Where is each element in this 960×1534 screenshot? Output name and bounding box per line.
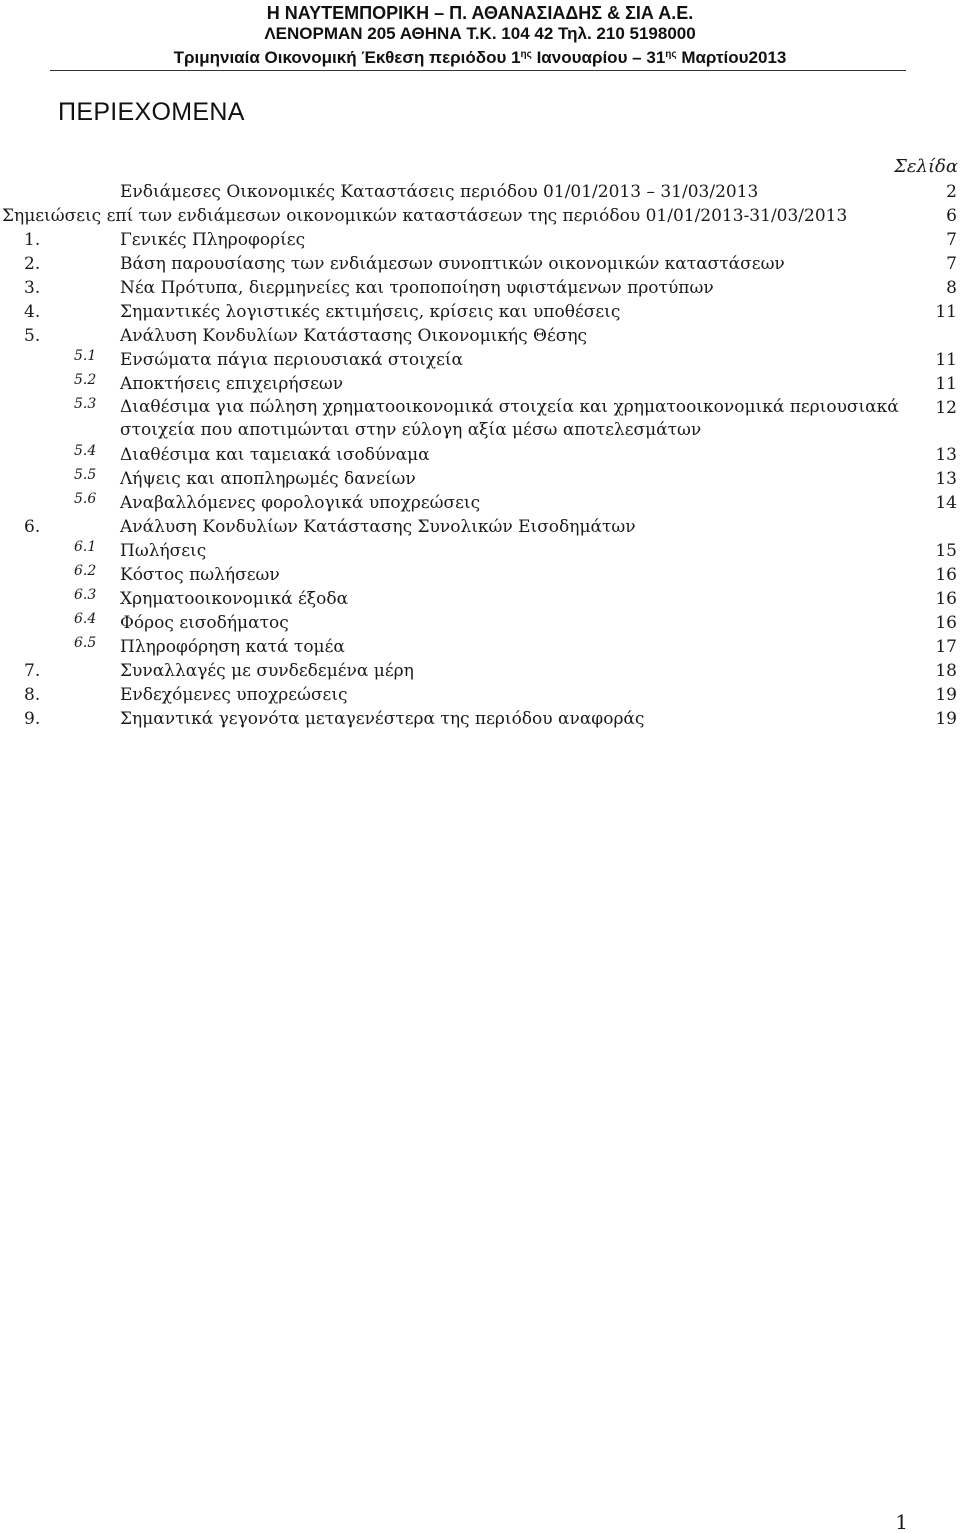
toc-entry-title: Ανάλυση Κονδυλίων Κατάστασης Οικονομικής Θέσης <box>120 326 588 346</box>
toc-entry-page: 13 <box>935 469 957 489</box>
company-address: ΛΕΝΟΡΜΑΝ 205 ΑΘΗΝΑ Τ.Κ. 104 42 Τηλ. 210 5198000 <box>264 24 696 43</box>
toc-entry-page: 7 <box>946 254 957 274</box>
toc-entry-page: 8 <box>946 278 957 298</box>
toc-entry-title: Κόστος πωλήσεων <box>120 565 280 585</box>
toc-entry[interactable] <box>0 707 960 731</box>
toc-entry-page: 19 <box>935 685 957 705</box>
toc-entry-number: 6. <box>24 517 41 537</box>
toc-entry-title: Πωλήσεις <box>120 541 207 561</box>
toc-entry-number: 4. <box>24 302 41 322</box>
toc-entry-page: 19 <box>935 709 957 729</box>
table-of-contents <box>0 180 960 731</box>
company-name: Η ΝΑΥΤΕΜΠΟΡΙΚΗ – Π. ΑΘΑΝΑΣΙΑΔΗΣ & ΣΙΑ Α.Ε. <box>266 3 694 23</box>
toc-entry-number: 1. <box>24 230 41 250</box>
toc-entry[interactable] <box>0 659 960 683</box>
toc-entry-page: 11 <box>935 302 957 322</box>
toc-entry-title: Γενικές Πληροφορίες <box>120 230 306 250</box>
toc-entry-title: Χρηματοοικονομικά έξοδα <box>120 589 349 609</box>
toc-entry-title: Σημειώσεις επί των ενδιάμεσων οικονομικών καταστάσεων της περιόδου 01/01/2013-31/03/2013 <box>2 206 848 226</box>
toc-entry-page: 6 <box>946 206 957 226</box>
toc-entry-page: 16 <box>935 613 957 633</box>
toc-entry[interactable] <box>0 515 960 539</box>
toc-entry[interactable] <box>0 180 960 204</box>
page-number: 1 <box>895 1510 908 1534</box>
toc-entry[interactable] <box>0 491 960 515</box>
toc-entry[interactable] <box>0 372 960 396</box>
report-period: Τριμηνιαία Οικονομική Έκθεση περιόδου $1^{\eta\varsigma}$ Ιανουαρίου – $31^{\eta\varsigma}$ Μαρτίου2013 <box>173 48 787 67</box>
toc-entry-page: 16 <box>935 565 957 585</box>
toc-entry-page: 14 <box>935 493 957 513</box>
toc-entry[interactable] <box>0 396 960 443</box>
toc-entry-subnumber: 5.3 <box>74 396 97 412</box>
toc-entry[interactable] <box>0 443 960 467</box>
toc-entry-title: Συναλλαγές με συνδεδεμένα μέρη <box>120 661 414 681</box>
toc-entry-page: 12 <box>935 398 957 418</box>
toc-entry-page: 2 <box>946 182 957 202</box>
toc-entry-title: Ενσώματα πάγια περιουσιακά στοιχεία <box>120 350 464 370</box>
toc-entry-title: Ανάλυση Κονδυλίων Κατάστασης Συνολικών Εισοδημάτων <box>120 517 636 537</box>
toc-entry-number: 7. <box>24 661 41 681</box>
toc-entry-title: Σημαντικά γεγονότα μεταγενέστερα της περιόδου αναφοράς <box>120 709 645 729</box>
toc-entry-number: 2. <box>24 254 41 274</box>
toc-entry-page: 7 <box>946 230 957 250</box>
toc-entry-subnumber: 5.2 <box>74 372 97 388</box>
toc-entry-title: Λήψεις και αποπληρωμές δανείων <box>120 469 416 489</box>
toc-entry-title: Διαθέσιμα και ταμειακά ισοδύναμα <box>120 445 430 465</box>
toc-entry-page: 11 <box>935 374 957 394</box>
toc-entry-page: 11 <box>935 350 957 370</box>
toc-entry-page: 13 <box>935 445 957 465</box>
toc-entry-page: 16 <box>935 589 957 609</box>
toc-entry[interactable] <box>0 563 960 587</box>
toc-entry[interactable] <box>0 204 960 228</box>
toc-entry-title: Ενδιάμεσες Οικονομικές Καταστάσεις περιόδου 01/01/2013 – 31/03/2013 <box>120 182 759 202</box>
toc-entry[interactable] <box>0 228 960 252</box>
toc-entry-page: 15 <box>935 541 957 561</box>
toc-entry[interactable] <box>0 300 960 324</box>
page-column-label: Σελίδα <box>894 156 958 177</box>
toc-entry-title: Ενδεχόμενες υποχρεώσεις <box>120 685 348 705</box>
toc-entry-subnumber: 6.5 <box>74 635 97 651</box>
toc-entry-title: Νέα Πρότυπα, διερμηνείες και τροποποίηση υφιστάμενων προτύπων <box>120 278 714 298</box>
toc-entry[interactable] <box>0 276 960 300</box>
toc-entry-number: 9. <box>24 709 41 729</box>
toc-entry-subnumber: 5.1 <box>74 348 97 364</box>
toc-entry-page: 17 <box>935 637 957 657</box>
toc-entry-subnumber: 6.3 <box>74 587 97 603</box>
toc-entry[interactable] <box>0 587 960 611</box>
toc-entry-number: 3. <box>24 278 41 298</box>
toc-entry-subnumber: 5.5 <box>74 467 97 483</box>
toc-entry[interactable] <box>0 324 960 348</box>
toc-entry-title: Αποκτήσεις επιχειρήσεων <box>120 374 344 394</box>
page-header <box>50 0 910 69</box>
toc-entry-number: 8. <box>24 685 41 705</box>
toc-entry[interactable] <box>0 683 960 707</box>
toc-entry-subnumber: 6.2 <box>74 563 97 579</box>
toc-entry[interactable] <box>0 467 960 491</box>
toc-entry-subnumber: 5.6 <box>74 491 97 507</box>
header-rule <box>50 70 906 71</box>
toc-entry-number: 5. <box>24 326 41 346</box>
toc-entry[interactable] <box>0 348 960 372</box>
toc-entry-title: Βάση παρουσίασης των ενδιάμεσων συνοπτικών οικονομικών καταστάσεων <box>120 254 785 274</box>
toc-entry-title: Φόρος εισοδήματος <box>120 613 289 633</box>
toc-entry[interactable] <box>0 635 960 659</box>
toc-entry[interactable] <box>0 611 960 635</box>
toc-entry-title: Σημαντικές λογιστικές εκτιμήσεις, κρίσεις και υποθέσεις <box>120 302 621 322</box>
page-title: ΠΕΡΙΕΧΟΜΕΝΑ <box>58 98 245 126</box>
toc-entry[interactable] <box>0 539 960 563</box>
toc-entry-subnumber: 6.1 <box>74 539 97 555</box>
toc-entry-title: Αναβαλλόμενες φορολογικά υποχρεώσεις <box>120 493 481 513</box>
toc-entry-title: Διαθέσιμα για πώληση χρηματοοικονομικά στοιχεία και χρηματοοικονομικά περιουσιακά στοιχεία που αποτιμώνται στην εύλογη αξία μέσω αποτελεσμάτων <box>120 397 899 440</box>
toc-entry[interactable] <box>0 252 960 276</box>
toc-entry-subnumber: 5.4 <box>74 443 97 459</box>
toc-entry-title: Πληροφόρηση κατά τομέα <box>120 637 345 657</box>
toc-entry-subnumber: 6.4 <box>74 611 97 627</box>
toc-entry-page: 18 <box>935 661 957 681</box>
